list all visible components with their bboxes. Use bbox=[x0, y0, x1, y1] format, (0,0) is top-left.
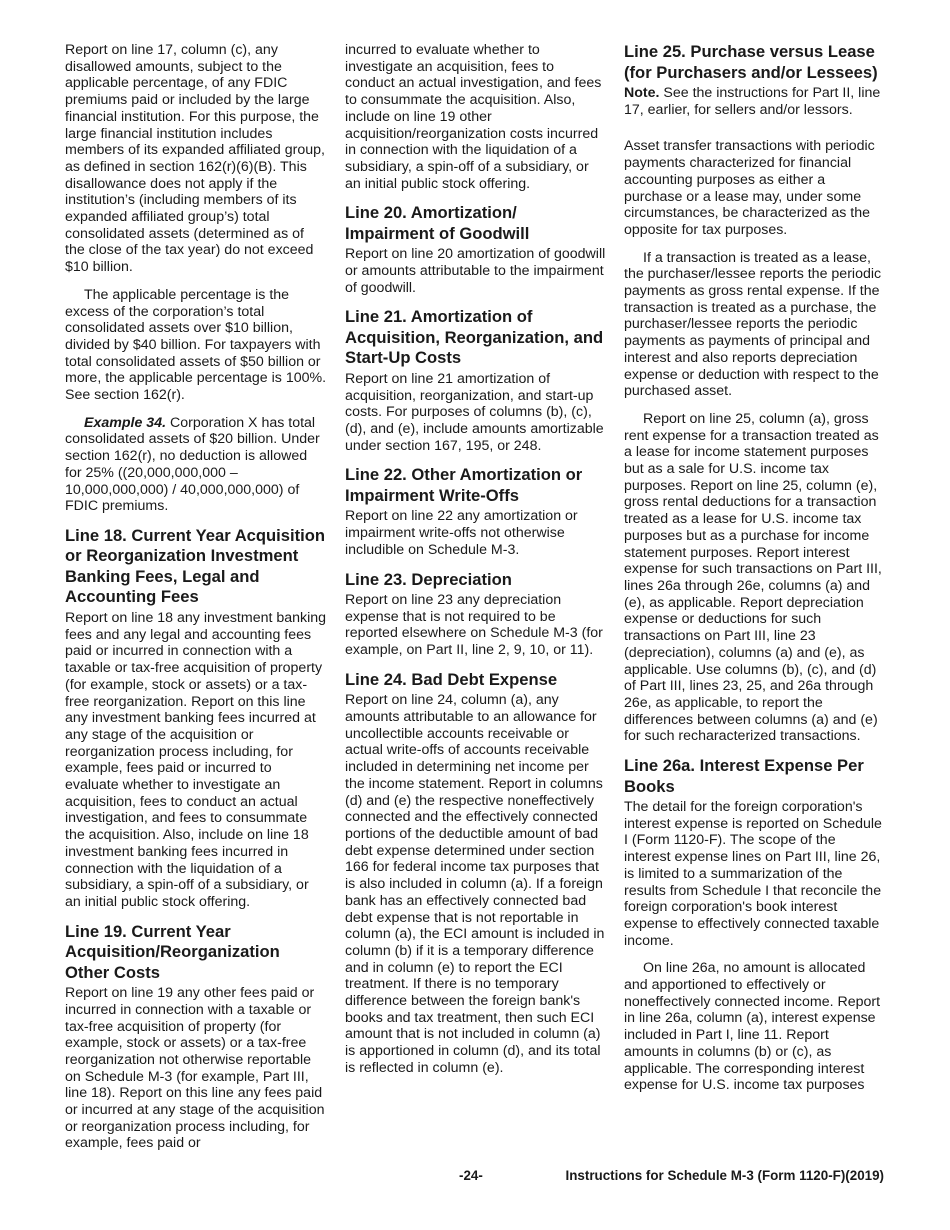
heading-line18: Line 18. Current Year Acquisition or Reorganization Investment Banking Fees, Legal and Accounting Fees bbox=[65, 525, 326, 607]
paragraph-asset-transfer: Asset transfer transactions with periodic payments characterized for financial accounting purposes as either a purchase or a lease may, under some circumstances, be characterized as the opposite for tax purposes. bbox=[624, 138, 875, 238]
example-text: Corporation X has total consolidated assets of $20 billion. Under section 162(r), no deduction is allowed for 25% ((20,000,000,000 – 10,000,000,000) / 40,000,000,000) of FDIC premiums. bbox=[65, 414, 320, 515]
heading-line26a: Line 26a. Interest Expense Per Books bbox=[624, 756, 864, 796]
paragraph-line20: Report on line 20 amortization of goodwill or amounts attributable to the impairment of goodwill. bbox=[345, 246, 606, 296]
paragraph-line24: Report on line 24, column (a), any amounts attributable to an allowance for uncollectible accounts receivable or actual write-offs of accounts receivable included in determining net income per the income statement. Report in columns (d) and (e) the respective noneffectively connected and the effectively connected portions of the deductible amount of bad debt expense determined under section 166 for federal income tax purposes that is also included in column (a). If a foreign bank has an effectively connected bad debt expense that is not reportable in column (a), the ECI amount is included in column (b) if it is a temporary difference and in column (e) to report the ECI treatment. If there is no temporary difference between the foreign bank's books and tax treatment, then such ECI amount that is not included in column (a) is apportioned in column (d), and its total is reflected in column (e). bbox=[345, 692, 605, 1076]
example-label: Example 34. bbox=[84, 414, 167, 431]
paragraph-line22: Report on line 22 any amortization or impairment write-offs not otherwise includible on Schedule M-3. bbox=[345, 508, 578, 558]
heading-line25: Line 25. Purchase versus Lease (for Purchasers and/or Lessees) bbox=[624, 42, 878, 82]
paragraph-note bbox=[624, 85, 886, 118]
heading-line19: Line 19. Current Year Acquisition/Reorganization Other Costs bbox=[65, 921, 280, 982]
paragraph-line21: Report on line 21 amortization of acquisition, reorganization, and start-up costs. For purposes of columns (b), (c), (d), and (e), include amounts amortizable under section 167, 195, or 248. bbox=[345, 370, 604, 454]
paragraph-applicable-percentage: The applicable percentage is the excess of the corporation’s total consolidated assets over $10 billion, divided by $40 billion. For taxpayers with total consolidated assets of $50 billion or more, the applicable percentage is 100%. See section 162(r). bbox=[65, 286, 327, 404]
page-number: -24- bbox=[459, 1168, 483, 1183]
column-right bbox=[624, 42, 886, 1105]
note-text: See the instructions for Part II, line 17, earlier, for sellers and/or lessors. bbox=[624, 85, 881, 118]
footer-document-title: Instructions for Schedule M-3 (Form 1120-F)(2019) bbox=[565, 1168, 884, 1183]
note-label: Note. bbox=[624, 85, 660, 101]
paragraph-example-34 bbox=[65, 415, 327, 515]
heading-line21: Line 21. Amortization of Acquisition, Reorganization, and Start-Up Costs bbox=[345, 307, 604, 368]
paragraph-line19-continued: incurred to evaluate whether to investigate an acquisition, fees to conduct an actual investigation, and fees to consummate the acquisition. Also, include on line 19 other acquisition/reorganization costs incurred in connection with the liquidation of a subsidiary, a spin-off of a subsidiary, or an initial public stock offering. bbox=[345, 42, 602, 192]
paragraph-report-line25: Report on line 25, column (a), gross rent expense for a transaction treated as a lease for income statement purposes but as a sale for U.S. income tax purposes. Report on line 25, column (e), gross rental deductions for a transaction treated as a lease for U.S. income tax purposes but as a purchase for income statement purposes. Report interest expense for such transactions on Part III, lines 26a through 26e, columns (a) and (e), as applicable. Report depreciation expense or deductions for such transactions on Part III, line 23 (depreciation), columns (a) and (e), as applicable. Use columns (b), (c), and (d) of Part III, lines 23, 25, and 26a through 26e, as applicable, to report the differences between columns (a) and (e) for such recharacterized transactions. bbox=[624, 410, 882, 745]
heading-line24: Line 24. Bad Debt Expense bbox=[345, 669, 558, 689]
heading-line23: Line 23. Depreciation bbox=[345, 569, 512, 589]
paragraph-line19: Report on line 19 any other fees paid or incurred in connection with a taxable or tax-free acquisition of property (for example, stock or assets) or a tax-free reorganization not otherwise reportable on Schedule M-3 (for example, Part III, line 18). Report on this line any fees paid or incurred at any stage of the acquisition or reorganization process including, for example, fees paid or bbox=[65, 985, 325, 1152]
column-middle bbox=[345, 42, 607, 1088]
paragraph-line23: Report on line 23 any depreciation expense that is not required to be reported elsewhere on Schedule M-3 (for example, on Part II, line 2, 9, 10, or 11). bbox=[345, 592, 603, 659]
column-left bbox=[65, 42, 327, 1163]
paragraph-if-lease: If a transaction is treated as a lease, the purchaser/lessee reports the periodic payments as gross rental expense. If the transaction is treated as a purchase, the purchaser/lessee reports the periodic payments as payments of principal and interest and also reports depreciation expense or deduction with respect to the purchased asset. bbox=[624, 249, 882, 400]
paragraph-line17-continued: Report on line 17, column (c), any disallowed amounts, subject to the applicable percentage, of any FDIC premiums paid or included by the large financial institution. For this purpose, the large financial institution includes members of its expanded affiliated group, as defined in section 162(r)(6)(B). This disallowance does not apply if the institution’s (including members of its expanded affiliated group’s) total consolidated assets (determined as of the close of the tax year) do not exceed $10 billion. bbox=[65, 42, 325, 276]
paragraph-interest-detail: The detail for the foreign corporation's interest expense is reported on Schedule I (Form 1120-F). The scope of the interest expense lines on Part III, line 26, is limited to a summarization of the results from Schedule I that reconcile the foreign corporation's book interest expense to effectively connected taxable income. bbox=[624, 799, 882, 949]
paragraph-line18: Report on line 18 any investment banking fees and any legal and accounting fees paid or incurred in connection with a taxable or tax-free acquisition of property (for example, stock or assets) or a tax-free reorganization. Report on this line any investment banking fees incurred at any stage of the acquisition or reorganization process including, for example, fees paid or incurred to evaluate whether to investigate an acquisition, fees to conduct an actual investigation, and fees to consummate the acquisition. Also, include on line 18 investment banking fees incurred in connection with the liquidation of a subsidiary, a spin-off of a subsidiary, or an initial public stock offering. bbox=[65, 609, 327, 910]
paragraph-line26a: On line 26a, no amount is allocated and apportioned to effectively or noneffectively connected income. Report in line 26a, column (a), interest expense included in Part I, line 11. Report amounts in columns (b) or (c), as applicable. The corresponding interest expense for U.S. income tax purposes bbox=[624, 960, 881, 1094]
heading-line20: Line 20. Amortization/ Impairment of Goodwill bbox=[345, 203, 530, 243]
heading-line22: Line 22. Other Amortization or Impairment Write-Offs bbox=[345, 465, 583, 505]
